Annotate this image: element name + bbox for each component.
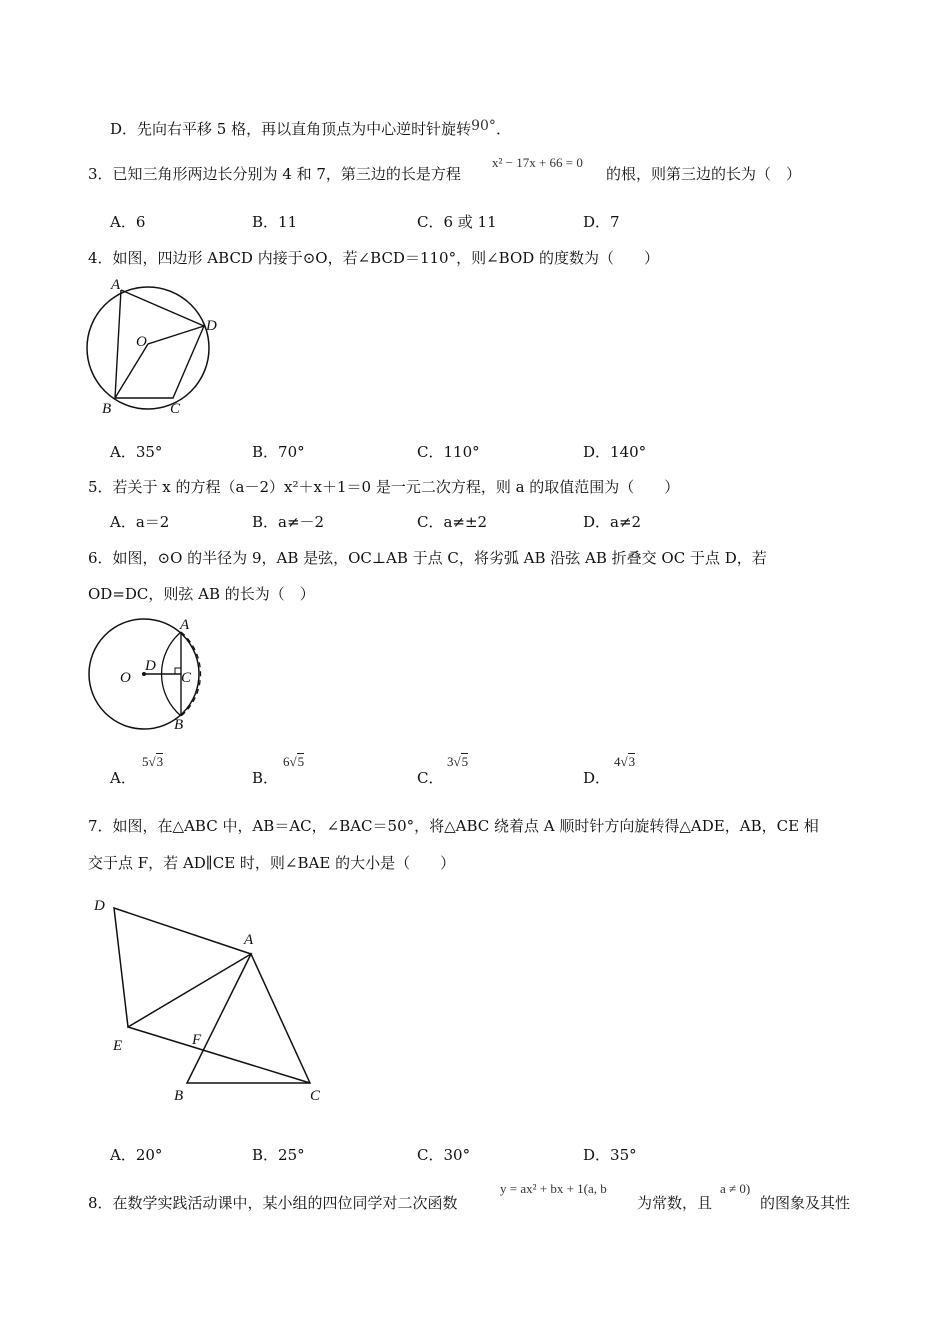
- q8-condition: a ≠ 0): [720, 1181, 751, 1196]
- q6-option-b-letter: B．: [252, 769, 279, 787]
- q4-radii: [115, 326, 204, 398]
- q6-option-c-value: 3√5: [447, 754, 469, 769]
- q4-label-a: A: [111, 277, 121, 293]
- q6-option-b-value: 6√5: [283, 754, 305, 769]
- q2-option-d-angle: 90°: [471, 118, 496, 134]
- q5-option-d: D．a≠2: [583, 513, 642, 531]
- q3-option-b: B．11: [252, 213, 298, 231]
- q6-label-b: B: [174, 717, 184, 733]
- q5-option-a: A．a＝2: [110, 513, 170, 531]
- q4-label-c: C: [170, 401, 181, 417]
- q7-stem-line2: 交于点 F，若 AD∥CE 时，则∠BAE 的大小是（ ）: [88, 854, 456, 872]
- q2-option-d-text: D．先向右平移 5 格，再以直角顶点为中心逆时针旋转: [110, 120, 472, 138]
- q3-option-a: A．6: [110, 213, 146, 231]
- q8-stem-a: 8．在数学实践活动课中，某小组的四位同学对二次函数: [88, 1194, 458, 1212]
- q6-label-c: C: [181, 670, 192, 686]
- q3-stem-a: 3．已知三角形两边长分别为 4 和 7，第三边的长是方程: [88, 165, 461, 183]
- q6-option-a-value: 5√3: [142, 754, 164, 769]
- q5-option-c: C．a≠±2: [417, 513, 488, 531]
- q5-option-b: B．a≠－2: [252, 513, 325, 531]
- q4-quadrilateral: [115, 290, 204, 398]
- q6-option-d-value: 4√3: [614, 754, 636, 769]
- q7-label-b: B: [174, 1088, 184, 1104]
- q2-option-d: [110, 116, 511, 139]
- q4-circle: [87, 287, 209, 409]
- q7-label-f: F: [192, 1032, 202, 1048]
- q6-stem-line1: 6．如图，⊙O 的半径为 9，AB 是弦，OC⊥AB 于点 C，将劣弧 AB 沿弦 AB 折叠交 OC 于点 D，若: [88, 549, 767, 567]
- q7-label-e: E: [113, 1038, 123, 1054]
- q4-label-o: O: [136, 334, 147, 350]
- q4-figure: [78, 274, 228, 419]
- q6-option-b-coef: 6: [283, 754, 290, 769]
- q6-option-a-letter: A．: [110, 769, 136, 787]
- q6-label-a: A: [180, 617, 190, 633]
- q7-label-d: D: [94, 898, 105, 914]
- q7-option-b: B．25°: [252, 1146, 305, 1164]
- q7-figure: [88, 890, 338, 1108]
- q6-label-d: D: [145, 658, 156, 674]
- q6-option-a-coef: 5: [142, 754, 149, 769]
- q3-option-c: C．6 或 11: [417, 213, 497, 231]
- q4-option-c: C．110°: [417, 443, 480, 461]
- q6-option-d-coef: 4: [614, 754, 621, 769]
- q7-segment-ec: [128, 1027, 310, 1083]
- q2-option-d-end: ．: [495, 120, 511, 138]
- q6-option-d-rad: 3: [628, 754, 636, 769]
- q7-triangle-ade: [114, 908, 251, 1027]
- q4-option-d: D．140°: [583, 443, 647, 461]
- q6-figure: [84, 612, 224, 737]
- q7-label-c: C: [310, 1088, 321, 1104]
- q5-stem: 5．若关于 x 的方程（a－2）x²＋x＋1＝0 是一元二次方程，则 a 的取值范围为（ ）: [88, 478, 680, 496]
- q3-option-d: D．7: [583, 213, 620, 231]
- q7-option-d: D．35°: [583, 1146, 637, 1164]
- q6-option-c-coef: 3: [447, 754, 454, 769]
- q8-stem-b: 为常数，且: [637, 1194, 713, 1212]
- q6-option-b-rad: 5: [297, 754, 305, 769]
- q6-option-d-letter: D．: [583, 769, 611, 787]
- q6-option-c-rad: 5: [461, 754, 469, 769]
- q4-label-d: D: [206, 318, 217, 334]
- q7-label-a: A: [244, 932, 254, 948]
- q6-option-a-rad: 3: [156, 754, 164, 769]
- q8-stem-c: 的图象及其性: [760, 1194, 851, 1212]
- q6-stem-line2: OD=DC，则弦 AB 的长为（ ）: [88, 585, 315, 603]
- q7-stem-line1: 7．如图，在△ABC 中，AB＝AC，∠BAC＝50°，将△ABC 绕着点 A 顺时针方向旋转得△ADE，AB，CE 相: [88, 817, 819, 835]
- q4-label-b: B: [102, 401, 112, 417]
- q7-option-a: A．20°: [110, 1146, 163, 1164]
- q3-stem-b: 的根，则第三边的长为（ ）: [606, 165, 802, 183]
- q4-option-a: A．35°: [110, 443, 163, 461]
- q6-option-c-letter: C．: [417, 769, 444, 787]
- q3-equation: x² − 17x + 66 = 0: [492, 155, 583, 170]
- q4-stem: 4．如图，四边形 ABCD 内接于⊙O，若∠BCD＝110°，则∠BOD 的度数为（ ）: [88, 249, 660, 267]
- q7-option-c: C．30°: [417, 1146, 471, 1164]
- q8-function: y = ax² + bx + 1(a, b: [500, 1181, 607, 1196]
- q6-label-o: O: [120, 670, 131, 686]
- q4-option-b: B．70°: [252, 443, 305, 461]
